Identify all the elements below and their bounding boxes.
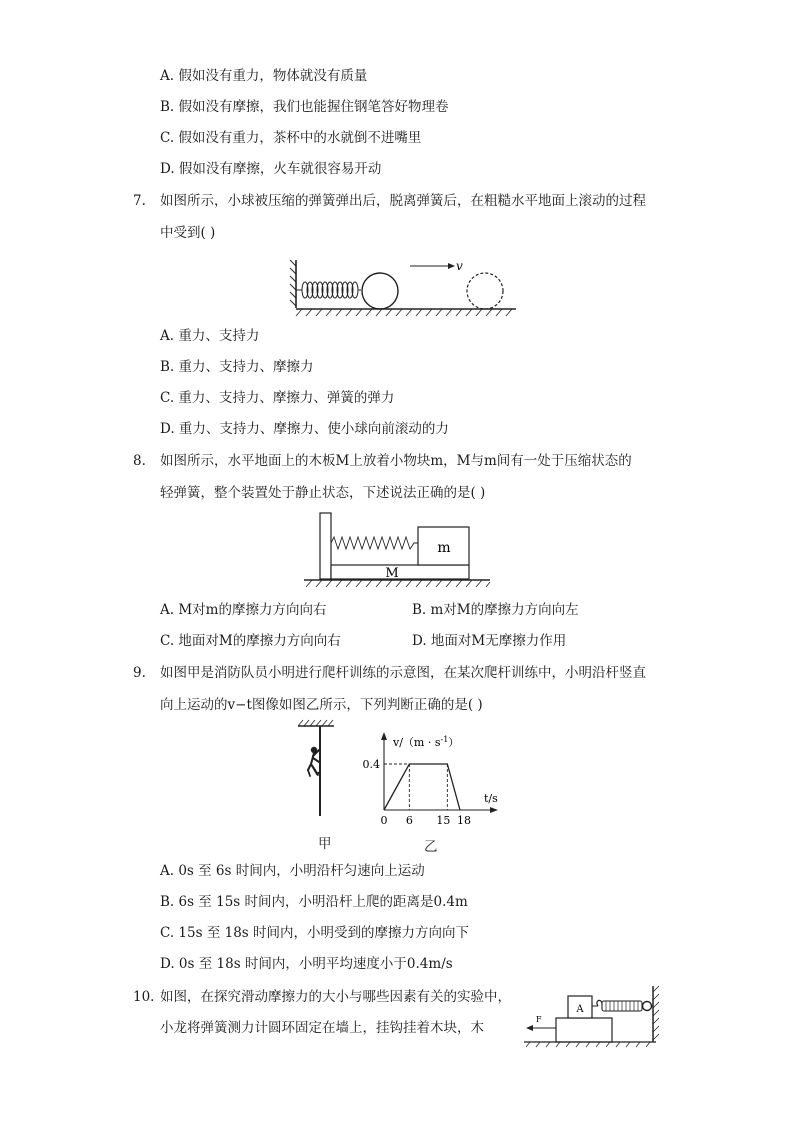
q8-block-label: m — [437, 540, 451, 556]
vt-y-tick-label: 0.4 — [362, 758, 380, 771]
vt-x-tick-label: 0 — [380, 814, 388, 827]
q10-block-label: A — [576, 1004, 584, 1015]
q6-option-a: A. 假如没有重力，物体就没有质量 — [160, 68, 368, 84]
q7-option-c: C. 重力、支持力、摩擦力、弹簧的弹力 — [160, 390, 395, 406]
q9-caption-yi: 乙 — [424, 839, 438, 855]
q8-figure-board-block — [300, 510, 494, 592]
q7-option-b: B. 重力、支持力、摩擦力 — [160, 359, 314, 375]
q10-force-label: F — [536, 1015, 542, 1024]
q6-option-d: D. 假如没有摩擦，火车就很容易开动 — [160, 161, 382, 177]
vt-x-tick-label: 15 — [436, 814, 451, 827]
q7-option-a: A. 重力、支持力 — [160, 328, 260, 344]
q9-stem-line1: 如图甲是消防队员小明进行爬杆训练的示意图，在某次爬杆训练中，小明沿杆竖直 — [160, 665, 646, 681]
q8-option-d: D. 地面对M无摩擦力作用 — [412, 633, 567, 649]
q7-number: 7. — [133, 193, 146, 209]
q9-figure-climber — [294, 718, 342, 818]
q8-number: 8. — [133, 453, 146, 469]
q9-stem-line2: 向上运动的v−t图像如图乙所示，下列判断正确的是( ) — [160, 697, 483, 713]
q9-vt-graph — [360, 728, 508, 828]
q8-option-c: C. 地面对M的摩擦力方向向右 — [160, 633, 341, 649]
q6-option-b: B. 假如没有摩擦，我们也能握住钢笔答好物理卷 — [160, 99, 449, 115]
q9-option-b: B. 6s 至 15s 时间内，小明沿杆上爬的距离是0.4m — [160, 894, 468, 910]
q10-number: 10. — [133, 989, 155, 1005]
q7-figure-spring-ball — [288, 256, 520, 320]
q10-figure-spring-scale — [522, 984, 662, 1048]
q9-option-a: A. 0s 至 6s 时间内，小明沿杆匀速向上运动 — [160, 863, 425, 879]
q8-board-label: M — [385, 566, 399, 581]
q10-stem-line2: 小龙将弹簧测力计圆环固定在墙上，挂钩挂着木块，木 — [160, 1020, 484, 1036]
q8-stem-line1: 如图所示，水平地面上的木板M上放着小物块m，M与m间有一处于压缩状态的 — [160, 453, 632, 469]
q7-stem-line1: 如图所示，小球被压缩的弹簧弹出后，脱离弹簧后，在粗糙水平地面上滚动的过程 — [160, 193, 646, 209]
q9-caption-jia: 甲 — [318, 836, 332, 852]
q9-option-d: D. 0s 至 18s 时间内，小明平均速度小于0.4m/s — [160, 956, 453, 972]
q7-stem-line2: 中受到( ) — [160, 225, 216, 241]
q10-stem-line1: 如图，在探究滑动摩擦力的大小与哪些因素有关的实验中， — [160, 989, 511, 1005]
q7-velocity-label: v — [456, 259, 463, 273]
q6-option-c: C. 假如没有重力，茶杯中的水就倒不进嘴里 — [160, 130, 422, 146]
q8-stem-line2: 轻弹簧，整个装置处于静止状态，下述说法正确的是( ) — [160, 485, 486, 501]
vt-y-axis-label: $v/(m \cdot s^{-1})$ — [393, 735, 460, 749]
q8-option-a: A. M对m的摩擦力方向向右 — [160, 602, 327, 618]
q7-option-d: D. 重力、支持力、摩擦力、使小球向前滚动的力 — [160, 421, 449, 437]
vt-x-axis-label: t/s — [484, 792, 498, 805]
q9-option-c: C. 15s 至 18s 时间内，小明受到的摩擦力方向向下 — [160, 925, 470, 941]
vt-series-line — [384, 764, 460, 810]
vt-x-tick-label: 6 — [405, 814, 413, 827]
q8-option-b: B. m对M的摩擦力方向向左 — [412, 602, 579, 618]
q9-number: 9. — [133, 665, 146, 681]
vt-x-tick-label: 18 — [457, 814, 471, 827]
